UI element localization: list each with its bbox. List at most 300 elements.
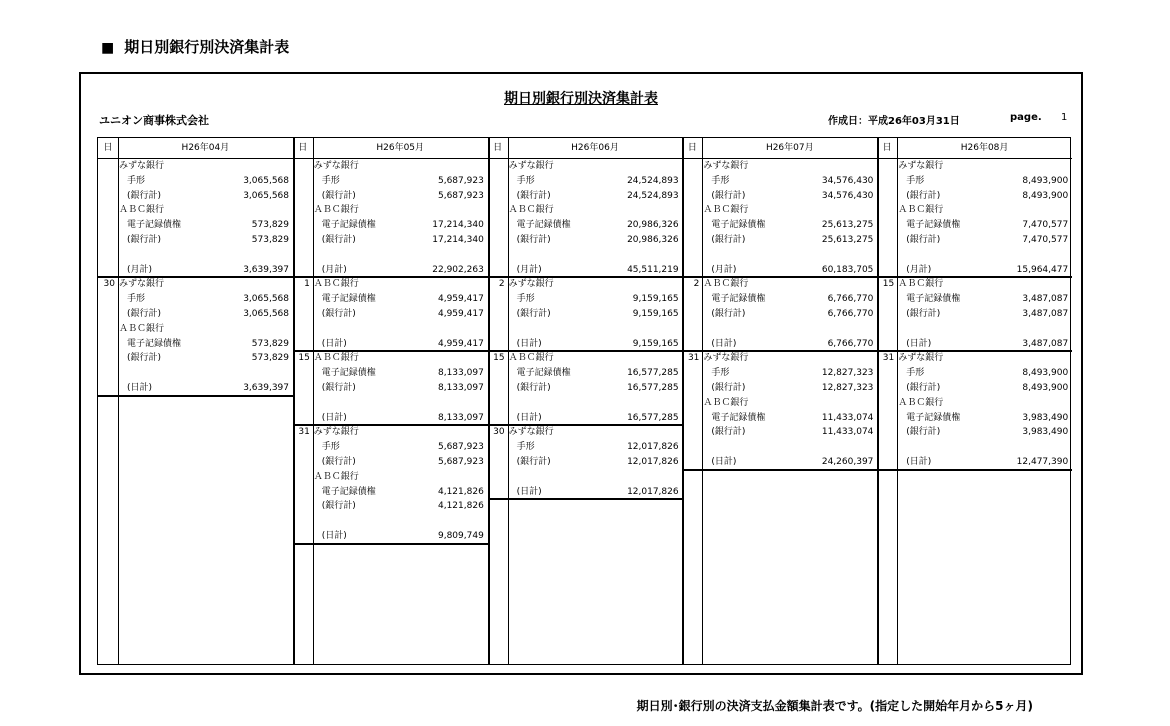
row-amount: 4,121,826 <box>437 501 484 512</box>
row-amount: 573,829 <box>251 338 289 349</box>
day-column-header: 日 <box>488 138 508 159</box>
row-label: (日計) <box>321 338 347 349</box>
row-label: (日計) <box>906 456 932 467</box>
table-row <box>703 425 875 440</box>
table-row <box>703 292 875 307</box>
table-row <box>509 396 681 411</box>
row-label: (銀行計) <box>711 427 746 438</box>
created-date: 作成日：平成26年03月31日 <box>828 116 960 127</box>
table-row <box>898 351 1070 366</box>
row-label: 手形 <box>127 294 146 305</box>
table-row <box>509 485 681 500</box>
table-row <box>509 174 681 189</box>
row-label: (日計) <box>711 456 737 467</box>
table-row <box>509 366 681 381</box>
table-row <box>509 440 681 455</box>
row-amount: 11,433,074 <box>821 427 874 438</box>
row-amount: 45,511,219 <box>627 264 679 275</box>
table-row <box>314 337 486 352</box>
row-label: 手形 <box>711 368 730 379</box>
row-label: (日計) <box>516 412 542 423</box>
row-label: (日計) <box>127 382 153 393</box>
table-row <box>314 248 486 263</box>
table-row <box>119 322 291 337</box>
row-amount: 573,829 <box>251 235 289 245</box>
table-row <box>898 381 1070 396</box>
table-row <box>703 351 875 366</box>
table-row <box>314 174 486 189</box>
table-row <box>898 396 1070 411</box>
row-amount: 34,576,430 <box>821 190 874 201</box>
table-row <box>314 351 486 366</box>
column-divider <box>293 138 295 664</box>
row-amount: 12,017,826 <box>627 456 679 467</box>
column-divider <box>877 138 879 664</box>
table-row <box>314 322 486 337</box>
table-row <box>314 411 486 426</box>
row-label: 電子記録債権 <box>321 220 376 231</box>
row-label: (銀行計) <box>711 190 746 201</box>
row-label: ＡＢＣ銀行 <box>898 397 944 408</box>
block-day: 2 <box>498 279 505 290</box>
row-amount: 16,577,285 <box>627 412 679 423</box>
table-row <box>509 159 681 174</box>
row-label: ＡＢＣ銀行 <box>313 353 359 364</box>
row-amount: 3,065,568 <box>243 308 289 319</box>
row-label: (銀行計) <box>906 427 941 438</box>
table-row <box>509 218 681 233</box>
table-row <box>509 455 681 470</box>
row-label: (銀行計) <box>127 190 162 201</box>
row-label: ＡＢＣ銀行 <box>313 471 359 482</box>
table-row <box>898 277 1070 292</box>
block-separator <box>98 395 293 397</box>
row-label: (月計) <box>906 264 932 275</box>
row-label: ＡＢＣ銀行 <box>898 279 944 290</box>
row-label: (銀行計) <box>516 382 551 393</box>
row-label: 手形 <box>711 175 730 186</box>
row-amount: 3,487,087 <box>1022 308 1069 319</box>
row-amount: 5,687,923 <box>437 190 484 201</box>
table-row <box>898 292 1070 307</box>
row-label: (銀行計) <box>711 308 746 319</box>
table-row <box>509 233 681 248</box>
table-row <box>509 189 681 204</box>
row-label: みずな銀行 <box>898 161 944 171</box>
table-row <box>119 189 291 204</box>
row-label: 電子記録債権 <box>906 412 961 423</box>
row-label: (銀行計) <box>516 308 551 319</box>
table-row <box>314 159 486 174</box>
row-amount: 12,827,323 <box>821 368 874 379</box>
table-row <box>509 381 681 396</box>
table-row <box>314 455 486 470</box>
row-amount: 24,524,893 <box>627 175 679 186</box>
row-label: (日計) <box>321 412 347 423</box>
page-label: page. <box>1010 112 1042 123</box>
table-row <box>703 396 875 411</box>
row-amount: 3,065,568 <box>243 175 289 186</box>
block-separator <box>293 543 488 545</box>
row-amount: 3,487,087 <box>1022 338 1069 349</box>
block-day: 15 <box>882 279 895 290</box>
block-separator <box>877 469 1072 471</box>
table-row <box>314 529 486 544</box>
row-label: ＡＢＣ銀行 <box>703 205 749 216</box>
table-row <box>703 411 875 426</box>
summary-grid <box>97 137 1071 665</box>
table-row <box>119 292 291 307</box>
row-label: (月計) <box>516 264 542 275</box>
table-row <box>509 307 681 322</box>
table-row <box>703 337 875 352</box>
block-day: 31 <box>687 353 700 364</box>
table-row <box>119 366 291 381</box>
table-row <box>898 159 1070 174</box>
day-column-header: 日 <box>877 138 897 159</box>
table-row <box>314 263 486 278</box>
row-amount: 4,121,826 <box>437 486 484 497</box>
row-label: 手形 <box>127 175 146 186</box>
table-row <box>898 218 1070 233</box>
table-row <box>509 322 681 337</box>
column-divider <box>488 138 490 664</box>
table-row <box>898 233 1070 248</box>
month-header: H26年04月 <box>118 138 293 159</box>
table-row <box>703 159 875 174</box>
table-row <box>314 499 486 514</box>
row-amount: 3,639,397 <box>243 264 289 275</box>
row-label: (銀行計) <box>321 456 356 467</box>
column-divider <box>682 138 684 664</box>
row-label: (日計) <box>906 338 932 349</box>
row-amount: 3,065,568 <box>243 190 289 201</box>
row-label: 手形 <box>516 175 535 186</box>
row-label: (銀行計) <box>127 353 162 364</box>
row-amount: 4,959,417 <box>437 338 484 349</box>
row-label: みずな銀行 <box>898 353 944 364</box>
table-row <box>509 277 681 292</box>
table-row <box>314 381 486 396</box>
row-amount: 4,959,417 <box>437 308 484 319</box>
table-row <box>703 248 875 263</box>
table-row <box>119 248 291 263</box>
table-row <box>509 203 681 218</box>
row-label: みずな銀行 <box>313 427 359 438</box>
row-label: 電子記録債権 <box>711 220 766 231</box>
table-row <box>119 159 291 174</box>
table-row <box>119 218 291 233</box>
row-label: (銀行計) <box>906 308 941 319</box>
row-label: 電子記録債権 <box>127 338 182 349</box>
row-label: (日計) <box>516 338 542 349</box>
row-label: みずな銀行 <box>508 427 554 438</box>
month-header: H26年06月 <box>508 138 683 159</box>
row-label: 手形 <box>906 175 925 186</box>
row-label: (銀行計) <box>516 456 551 467</box>
row-label: みずな銀行 <box>119 161 165 171</box>
row-amount: 7,470,577 <box>1022 235 1069 245</box>
row-label: ＡＢＣ銀行 <box>313 279 359 290</box>
table-row <box>314 514 486 529</box>
row-amount: 12,827,323 <box>821 382 874 393</box>
table-row <box>314 470 486 485</box>
row-amount: 24,524,893 <box>627 190 679 201</box>
table-row <box>703 307 875 322</box>
row-label: (日計) <box>321 530 347 541</box>
row-label: 電子記録債権 <box>321 294 376 305</box>
table-row <box>314 203 486 218</box>
row-amount: 8,133,097 <box>437 412 484 423</box>
table-row <box>898 455 1070 470</box>
row-label: (日計) <box>516 486 542 497</box>
row-label: 電子記録債権 <box>127 220 182 231</box>
company-name: ユニオン商事株式会社 <box>99 114 209 127</box>
footer-note: 期日別･銀行別の決済支払金額集計表です。(指定した開始年月から5ヶ月) <box>636 699 1033 713</box>
table-row <box>703 263 875 278</box>
row-amount: 9,809,749 <box>437 530 484 541</box>
row-amount: 25,613,275 <box>821 235 874 245</box>
block-day: 2 <box>693 279 700 290</box>
table-row <box>509 263 681 278</box>
table-row <box>509 470 681 485</box>
row-amount: 3,983,490 <box>1022 427 1069 438</box>
row-label: 電子記録債権 <box>711 412 766 423</box>
row-label: (銀行計) <box>321 382 356 393</box>
row-amount: 3,065,568 <box>243 294 289 305</box>
month-header: H26年07月 <box>702 138 877 159</box>
row-label: みずな銀行 <box>313 161 359 171</box>
row-label: みずな銀行 <box>508 279 554 290</box>
row-amount: 573,829 <box>251 353 289 364</box>
table-row <box>703 233 875 248</box>
day-column-header: 日 <box>293 138 313 159</box>
table-row <box>898 322 1070 337</box>
row-label: (銀行計) <box>127 308 162 319</box>
table-row <box>703 381 875 396</box>
block-day: 31 <box>882 353 895 364</box>
table-row <box>314 218 486 233</box>
row-amount: 16,577,285 <box>627 368 679 379</box>
table-row <box>509 425 681 440</box>
table-row <box>119 203 291 218</box>
row-label: (銀行計) <box>127 235 162 245</box>
page-number: 1 <box>1061 112 1068 123</box>
table-row <box>119 277 291 292</box>
row-label: 手形 <box>906 368 925 379</box>
block-day: 30 <box>493 427 505 438</box>
table-row <box>898 425 1070 440</box>
row-label: 電子記録債権 <box>321 486 376 497</box>
row-amount: 5,687,923 <box>437 442 484 453</box>
table-row <box>898 307 1070 322</box>
table-row <box>509 351 681 366</box>
row-label: 電子記録債権 <box>321 368 376 379</box>
page-heading-text: 期日別銀行別決済集計表 <box>124 38 290 56</box>
page-heading <box>101 36 289 57</box>
table-row <box>509 292 681 307</box>
table-row <box>898 337 1070 352</box>
row-label: (銀行計) <box>906 235 941 245</box>
table-row <box>119 233 291 248</box>
row-amount: 12,017,826 <box>627 442 679 453</box>
row-amount: 16,577,285 <box>627 382 679 393</box>
row-label: (銀行計) <box>321 190 356 201</box>
table-row <box>119 351 291 366</box>
row-label: (銀行計) <box>321 235 356 245</box>
row-label: 手形 <box>321 175 340 186</box>
month-header: H26年08月 <box>897 138 1072 159</box>
row-amount: 9,159,165 <box>632 308 679 319</box>
row-amount: 5,687,923 <box>437 175 484 186</box>
row-amount: 5,687,923 <box>437 456 484 467</box>
block-day: 15 <box>298 353 310 364</box>
table-row <box>898 174 1070 189</box>
row-amount: 8,493,900 <box>1022 368 1069 379</box>
row-label: ＡＢＣ銀行 <box>508 205 554 216</box>
table-row <box>119 263 291 278</box>
row-amount: 15,964,477 <box>1016 264 1069 275</box>
row-amount: 8,493,900 <box>1022 190 1069 201</box>
table-row <box>703 455 875 470</box>
table-row <box>314 277 486 292</box>
table-row <box>119 174 291 189</box>
row-amount: 6,766,770 <box>827 338 874 349</box>
block-day: 31 <box>298 427 310 438</box>
table-row <box>314 307 486 322</box>
row-label: 電子記録債権 <box>516 220 571 231</box>
row-amount: 22,902,263 <box>432 264 484 275</box>
row-label: みずな銀行 <box>703 161 749 171</box>
row-label: 電子記録債権 <box>906 294 961 305</box>
table-row <box>119 337 291 352</box>
row-amount: 60,183,705 <box>821 264 874 275</box>
row-amount: 3,487,087 <box>1022 294 1069 305</box>
row-label: (銀行計) <box>321 308 356 319</box>
table-row <box>898 366 1070 381</box>
row-amount: 8,493,900 <box>1022 382 1069 393</box>
row-amount: 8,493,900 <box>1022 175 1069 186</box>
block-separator <box>488 498 683 500</box>
row-label: (銀行計) <box>711 235 746 245</box>
table-row <box>314 189 486 204</box>
row-label: ＡＢＣ銀行 <box>703 397 749 408</box>
table-row <box>703 366 875 381</box>
row-amount: 34,576,430 <box>821 175 874 186</box>
table-row <box>509 337 681 352</box>
row-label: (銀行計) <box>516 190 551 201</box>
table-row <box>509 411 681 426</box>
table-row <box>898 248 1070 263</box>
row-label: 手形 <box>516 294 535 305</box>
row-label: (日計) <box>711 338 737 349</box>
row-amount: 573,829 <box>251 220 289 231</box>
row-label: 手形 <box>321 442 340 453</box>
row-label: みずな銀行 <box>119 279 165 290</box>
table-row <box>314 366 486 381</box>
row-amount: 12,017,826 <box>627 486 679 497</box>
block-day: 30 <box>103 279 115 290</box>
block-day: 15 <box>493 353 505 364</box>
row-amount: 17,214,340 <box>432 220 484 231</box>
row-amount: 4,959,417 <box>437 294 484 305</box>
table-row <box>703 322 875 337</box>
row-amount: 9,159,165 <box>632 294 679 305</box>
row-amount: 24,260,397 <box>821 456 874 467</box>
row-label: (銀行計) <box>321 501 356 512</box>
table-row <box>703 189 875 204</box>
row-amount: 11,433,074 <box>821 412 874 423</box>
table-row <box>314 292 486 307</box>
table-row <box>898 203 1070 218</box>
table-row <box>898 411 1070 426</box>
row-amount: 7,470,577 <box>1022 220 1069 231</box>
row-amount: 3,639,397 <box>243 382 289 393</box>
row-amount: 6,766,770 <box>827 308 874 319</box>
block-separator <box>682 469 877 471</box>
table-row <box>314 425 486 440</box>
row-label: 手形 <box>516 442 535 453</box>
table-row <box>703 277 875 292</box>
table-row <box>898 440 1070 455</box>
row-amount: 8,133,097 <box>437 368 484 379</box>
row-label: (月計) <box>127 264 153 275</box>
row-label: ＡＢＣ銀行 <box>898 205 944 216</box>
table-row <box>314 485 486 500</box>
row-amount: 17,214,340 <box>432 235 484 245</box>
row-label: ＡＢＣ銀行 <box>119 205 165 216</box>
row-amount: 25,613,275 <box>821 220 874 231</box>
row-amount: 12,477,390 <box>1016 456 1069 467</box>
table-row <box>314 396 486 411</box>
row-label: ＡＢＣ銀行 <box>119 323 165 334</box>
row-label: ＡＢＣ銀行 <box>703 279 749 290</box>
table-row <box>703 440 875 455</box>
row-label: (銀行計) <box>906 190 941 201</box>
row-label: 電子記録債権 <box>906 220 961 231</box>
heading-square-icon: ■ <box>101 40 115 56</box>
block-day: 1 <box>304 279 310 290</box>
table-row <box>898 263 1070 278</box>
table-row <box>703 203 875 218</box>
row-label: (月計) <box>321 264 347 275</box>
row-label: 電子記録債権 <box>516 368 571 379</box>
row-label: (銀行計) <box>711 382 746 393</box>
row-label: (月計) <box>711 264 737 275</box>
row-amount: 6,766,770 <box>827 294 874 305</box>
table-row <box>119 381 291 396</box>
table-row <box>314 440 486 455</box>
row-label: (銀行計) <box>516 235 551 245</box>
row-label: (銀行計) <box>906 382 941 393</box>
row-amount: 8,133,097 <box>437 382 484 393</box>
row-label: みずな銀行 <box>703 353 749 364</box>
report-title: 期日別銀行別決済集計表 <box>504 91 658 107</box>
row-label: ＡＢＣ銀行 <box>313 205 359 216</box>
day-column-header: 日 <box>98 138 118 159</box>
row-amount: 3,983,490 <box>1022 412 1069 423</box>
table-row <box>314 233 486 248</box>
row-amount: 9,159,165 <box>632 338 679 349</box>
table-row <box>898 189 1070 204</box>
day-column-header: 日 <box>682 138 702 159</box>
row-label: みずな銀行 <box>508 161 554 171</box>
report-frame <box>79 72 1083 675</box>
row-label: ＡＢＣ銀行 <box>508 353 554 364</box>
row-amount: 20,986,326 <box>627 220 679 231</box>
month-header: H26年05月 <box>313 138 488 159</box>
table-row <box>119 307 291 322</box>
